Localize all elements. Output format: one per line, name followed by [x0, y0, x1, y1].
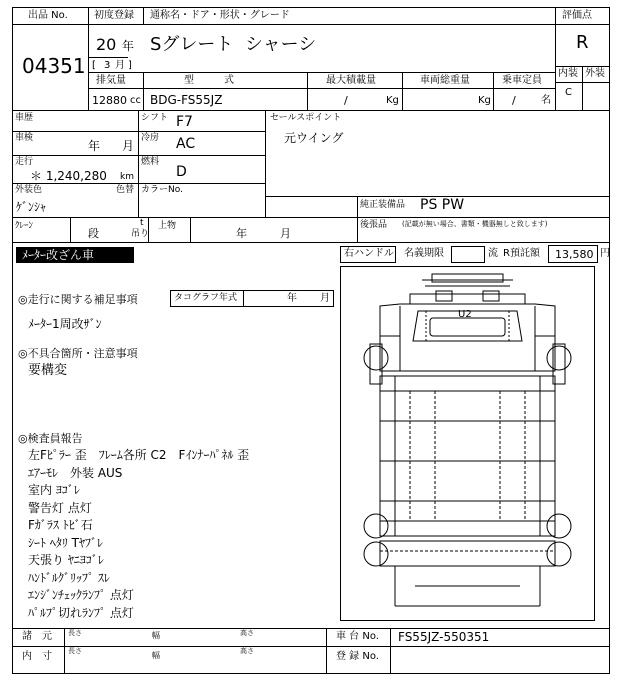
fuel-label: 燃料	[141, 157, 160, 167]
defect-notes-label: ◎不具合箇所・注意事項	[18, 347, 138, 360]
interior-label: 内装	[558, 68, 578, 79]
color-change-label: 色替	[116, 185, 135, 195]
ac-value: AC	[176, 136, 196, 152]
aftermarket-label: 後張品	[360, 220, 388, 230]
tachograph-label: タコグラフ年式	[174, 293, 238, 303]
fuel-value: D	[176, 164, 187, 180]
genuine-equipment: PS PW	[420, 197, 465, 213]
driving-notes-label: ◎走行に関する補足事項	[18, 293, 138, 306]
mileage-unit: km	[120, 172, 134, 182]
aftermarket-note: (記載が無い場合、書類・機器無しと致します)	[402, 220, 548, 228]
selling-points: 元ウイング	[284, 131, 344, 145]
recycle-deposit-value: 13,580	[555, 248, 594, 261]
exterior-label: 外装	[585, 68, 605, 79]
cab-top-panel	[430, 318, 505, 336]
crane-label: ｸﾚｰﾝ	[15, 221, 34, 231]
driving-notes-text: ﾒｰﾀｰ1周改ｻﾞﾝ	[28, 317, 102, 331]
color-code-label: カラーNo.	[141, 185, 183, 195]
model-label: 通称名・ドア・形状・グレード	[150, 10, 290, 21]
wheel-front-left	[364, 346, 388, 370]
shift-label: シフト	[141, 113, 169, 123]
mileage-label: 走行	[15, 157, 34, 167]
grade-label: 評価点	[562, 10, 592, 21]
shift-value: F7	[176, 114, 193, 130]
meter-tampered-banner: ﾒｰﾀｰ改ざん車	[16, 247, 134, 263]
selling-points-label: セールスポイント	[270, 113, 342, 123]
title-deadline-label: 名義期限	[404, 248, 444, 259]
inspector-report-line: 天張り ﾔﾆﾖｺﾞﾚ	[28, 553, 104, 567]
first-registration-label: 初度登録	[94, 10, 134, 21]
recycle-deposit-label: R預託額	[503, 248, 540, 259]
lot-number: 04351	[22, 54, 86, 78]
registration-number-label: 登 録 No.	[336, 651, 379, 662]
interior-dimensions-label: 内 寸	[22, 651, 52, 662]
type-code: BDG-FS55JZ	[150, 93, 223, 107]
capacity-label: 乗車定員	[502, 75, 542, 86]
gross-weight-label: 車両総重量	[420, 75, 470, 86]
inspector-report-line: Fｶﾞﾗｽ ﾄﾋﾞ石	[28, 518, 93, 532]
registration-month: 3	[104, 60, 111, 71]
displacement-unit: cc	[130, 95, 141, 106]
wheel-rear-right-1	[547, 514, 571, 538]
chassis-number: FS55JZ-550351	[398, 630, 490, 644]
inspector-report-line: ｴｱｰﾓﾚ 外装 AUS	[28, 465, 123, 480]
wheel-rear-left-2	[364, 542, 388, 566]
cab-roof-front	[410, 294, 525, 304]
chassis-frame	[380, 376, 555, 536]
displacement-value: 12880	[92, 94, 127, 107]
front-bumper	[432, 274, 503, 282]
model-name: Sグレート	[150, 34, 234, 55]
genuine-label: 純正装備品	[360, 200, 406, 210]
mirror-right	[483, 291, 499, 301]
color-label: 外装色	[15, 185, 43, 195]
history-label: 車歴	[15, 113, 34, 123]
wheel-rear-left-1	[364, 514, 388, 538]
inspector-report-line: ｴﾝｼﾞﾝﾁｪｯｸﾗﾝﾌﾟ 点灯	[28, 588, 134, 602]
displacement-label: 排気量	[96, 75, 126, 86]
type-label: 型 式	[184, 75, 234, 86]
max-load-label: 最大積載量	[326, 75, 376, 86]
inspector-report-line: ﾊﾟﾙﾌﾟ切れﾗﾝﾌﾟ 点灯	[28, 605, 134, 620]
registration-month-unit: 月	[115, 60, 125, 71]
upper-body-label: 上物	[158, 221, 177, 231]
inspector-report-label: ◎検査員報告	[18, 432, 83, 445]
inspector-report-line: ｼｰﾄ ﾍﾀﾘ Tﾔﾌﾞﾚ	[28, 535, 103, 550]
registration-year-unit: 年	[122, 39, 135, 53]
inspection-label: 車検	[15, 133, 34, 143]
color-value: ｹﾞﾝｼｬ	[16, 200, 47, 214]
ac-label: 冷房	[141, 133, 160, 143]
inspector-report-line: 室内 ﾖｺﾞﾚ	[28, 483, 80, 497]
lot-label: 出品 No.	[28, 10, 68, 21]
registration-year: 20	[96, 35, 117, 54]
right-handle-label: 右ハンドル	[344, 248, 394, 259]
specs-footer-label: 諸 元	[22, 631, 52, 642]
wheel-front-right	[547, 346, 571, 370]
mirror-left	[436, 291, 452, 301]
interior-score: C	[565, 87, 572, 98]
damage-mark-u2: U2	[458, 309, 472, 320]
body-type: シャーシ	[245, 34, 317, 55]
defect-notes-text: 要構変	[28, 363, 68, 378]
inspector-report-line: 左Fﾋﾟﾗｰ 歪 ﾌﾚｰﾑ各所 C2 Fｲﾝﾅｰﾊﾟﾈﾙ 歪	[28, 448, 250, 462]
mileage-value: ＊ 1,240,280	[30, 169, 107, 183]
overall-score: R	[576, 32, 589, 53]
inspector-report-line: ﾊﾝﾄﾞﾙｸﾞﾘｯﾌﾟ ｽﾚ	[28, 570, 110, 585]
wheel-rear-right-2	[547, 542, 571, 566]
chassis-number-label: 車 台 No.	[336, 631, 379, 642]
inspector-report-line: 警告灯 点灯	[28, 500, 92, 515]
